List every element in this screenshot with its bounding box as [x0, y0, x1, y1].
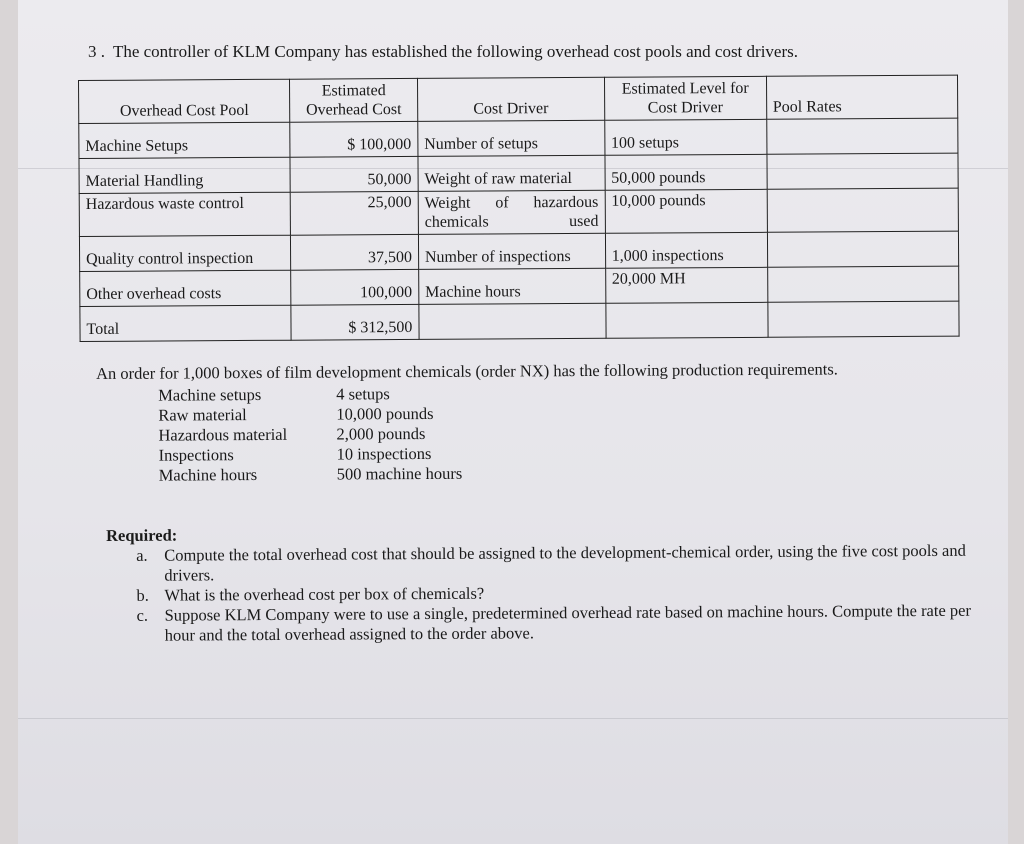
- pool-driver: Number of inspections: [418, 233, 605, 269]
- requirement-value: 10,000 pounds: [336, 403, 434, 424]
- problem-heading: [88, 42, 798, 62]
- header-pool: Overhead Cost Pool: [79, 79, 291, 123]
- pool-name: Machine Setups: [79, 122, 291, 158]
- requirement-value: 4 setups: [336, 384, 390, 404]
- pool-rate-cell: [767, 153, 959, 189]
- total-driver: [419, 303, 606, 339]
- total-level: [605, 302, 767, 338]
- pool-level: 50,000 pounds: [605, 154, 767, 190]
- paper-crease: [18, 718, 1008, 719]
- pool-driver-text: Weight of hazardous chemicals used: [424, 193, 599, 231]
- requirement-name: Hazardous material: [158, 424, 288, 445]
- pool-rate-cell: [767, 188, 959, 232]
- paper-sheet: [18, 0, 1008, 844]
- pool-rate-cell: [767, 266, 959, 302]
- requirement-value: 10 inspections: [336, 443, 432, 464]
- question-a: [136, 541, 986, 586]
- requirement-name: Inspections: [158, 445, 234, 465]
- pool-driver: Weight of raw material: [418, 155, 605, 191]
- pool-rate-cell: [766, 118, 958, 154]
- pool-level: 10,000 pounds: [605, 189, 767, 233]
- problem-number: 3 .: [88, 42, 105, 61]
- requirement-value: 2,000 pounds: [336, 423, 426, 444]
- table-row: [79, 231, 958, 271]
- question-letter: c.: [136, 605, 149, 625]
- requirement-list: [158, 381, 838, 485]
- pool-name: Hazardous waste control: [79, 192, 291, 236]
- question-text: What is the overhead cost per box of chemicals?: [164, 583, 485, 605]
- pool-driver: Machine hours: [418, 268, 605, 304]
- requirement-name: Machine hours: [158, 465, 258, 485]
- header-estimated-cost: Estimated Overhead Cost: [290, 78, 418, 122]
- pool-level: 100 setups: [604, 119, 766, 155]
- order-intro: An order for 1,000 boxes of film development chemicals (order NX) has the following production requirements.: [96, 359, 838, 383]
- cost-pool-table: [78, 75, 960, 342]
- pool-cost: $ 100,000: [290, 121, 418, 157]
- table-row: [80, 266, 959, 306]
- pool-level: 20,000 MH: [605, 267, 767, 303]
- pool-name: Material Handling: [79, 157, 291, 193]
- total-cost: $ 312,500: [291, 304, 419, 340]
- header-estimated-level: Estimated Level for Cost Driver: [604, 76, 766, 120]
- requirement-value: 500 machine hours: [336, 463, 463, 484]
- question-text: Compute the total overhead cost that should be assigned to the development-chemical order, using the five cost pools and drivers.: [164, 540, 966, 585]
- total-rate-cell: [768, 301, 960, 337]
- table-row: [79, 188, 958, 236]
- pool-rate-cell: [767, 231, 959, 267]
- required-section: [106, 521, 987, 646]
- pool-driver: Number of setups: [418, 120, 605, 156]
- requirement-name: Raw material: [158, 405, 247, 425]
- question-letter: a.: [136, 545, 148, 565]
- order-section: [96, 359, 839, 486]
- table-row: [79, 118, 958, 158]
- question-text: Suppose KLM Company were to use a single, predetermined overhead rate based on machine hours. Compute the rate per hour and the total overhead assigned to the order above.: [164, 600, 972, 645]
- pool-cost: 25,000: [291, 191, 419, 235]
- requirement-name: Machine setups: [158, 384, 262, 405]
- pool-level: 1,000 inspections: [605, 232, 767, 268]
- pool-cost: 37,500: [291, 234, 419, 270]
- question-letter: b.: [136, 585, 149, 605]
- pool-name: Quality control inspection: [79, 235, 291, 271]
- question-c: [136, 601, 986, 646]
- pool-driver: [418, 190, 605, 234]
- total-label: Total: [80, 305, 292, 341]
- problem-statement: The controller of KLM Company has established the following overhead cost pools and cost drivers.: [112, 42, 798, 61]
- header-pool-rates: Pool Rates: [766, 75, 958, 119]
- pool-cost: 100,000: [291, 269, 419, 305]
- pool-name: Other overhead costs: [80, 270, 292, 306]
- table-total-row: [80, 301, 959, 341]
- table-row: [79, 153, 958, 193]
- list-item: [159, 461, 839, 485]
- pool-cost: 50,000: [290, 156, 418, 192]
- header-cost-driver: Cost Driver: [417, 77, 604, 121]
- required-title: Required:: [106, 525, 178, 545]
- table-header-row: [79, 75, 958, 123]
